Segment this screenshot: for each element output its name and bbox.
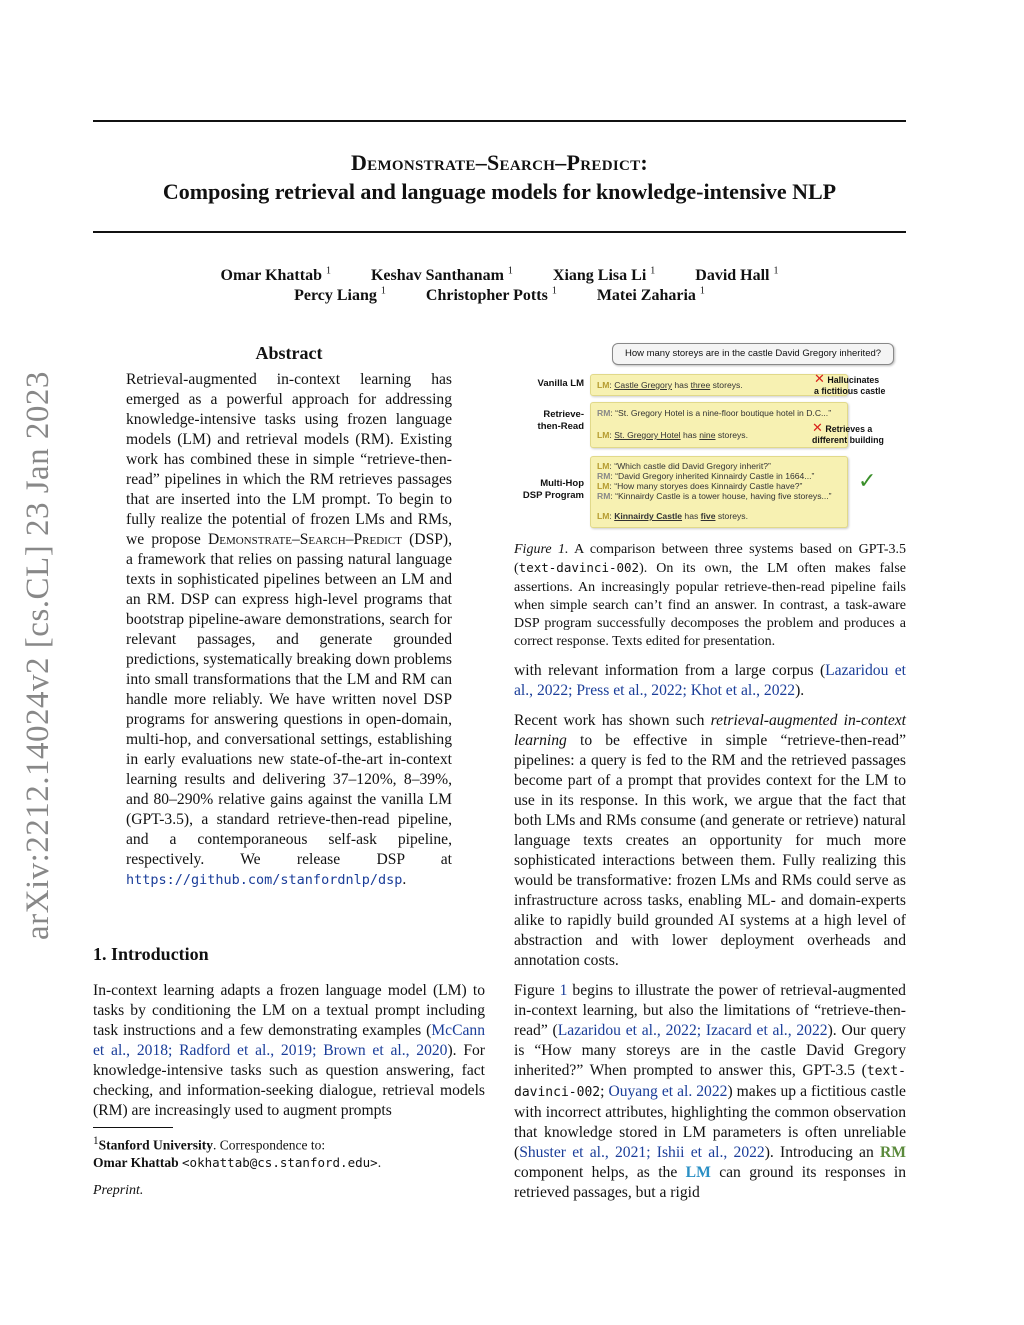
preprint-label: Preprint. xyxy=(93,1183,144,1198)
author: Matei Zaharia $^1$ xyxy=(596,286,705,305)
authors-row-2 xyxy=(93,286,906,305)
figure-1-caption: Figure 1. A comparison between three systems based on GPT-3.5 (text-davinci-002). On its own, the LM often makes false assertions. An increasingly popular retrieve-then-read pipeline fails when simple search can’t find an answer. In contrast, a task-aware DSP program successfully decomposes the problem and produces a correct response. Texts edited for presentation. xyxy=(514,542,906,650)
author: Christopher Potts $^1$ xyxy=(425,286,557,305)
dsp-repo-link[interactable]: https://github.com/stanfordnlp/dsp xyxy=(126,872,403,888)
question-box: How many storeys are in the castle David Gregory inherited? xyxy=(612,343,894,365)
x-icon: ✕ xyxy=(812,420,823,435)
dsp-program-box: LM: “Which castle did David Gregory inherit?” RM: “David Gregory inherited Kinnairdy Castle in 1664...” LM: “How many storyes does Kinnairdy Castle have?” RM: “Kinnairdy Castle is a tower house, having five storeys...” LM: Kinnairdy Castle has five storeys. xyxy=(590,456,848,528)
abstract-body: Retrieval-augmented in-context learning has emerged as a powerful approach for addressing knowledge-intensive tasks using frozen language models (LM) and retrieval models (RM). Existing work has combined these in simple “retrieve-then-read” pipelines in which the RM retrieves passages that are inserted into the LM prompt. To begin to fully realize the potential of frozen LMs and RMs, we propose Demonstrate–Search–Predict (DSP), a framework that relies on passing natural language texts in sophisticated pipelines between an LM and an RM. DSP can express high-level programs that bootstrap pipeline-aware demonstrations, search for relevant passages, and generate grounded predictions, systematically breaking down problems into small transformations that the LM and RM can handle more reliably. We have written novel DSP programs for answering questions in open-domain, multi-hop, and conversational settings, establishing in early evaluations new state-of-the-art in-context learning results and delivering 37–120%, 8–39%, and 80–290% relative gains against the vanilla LM (GPT-3.5), a standard retrieve-then-read pipeline, and a contemporaneous self-ask pipeline, respectively. We release DSP at https://github.com/stanfordnlp/dsp. xyxy=(126,371,452,888)
intro-paragraph: In-context learning adapts a frozen language model (LM) to tasks by conditioning the LM on a textual prompt including task instructions and a few demonstrating examples (McCann et al., 2018; Radford et al., 2019; Brown et al., 2020). For knowledge-intensive tasks such as question answering, fact checking, and information-seeking dialogue, retrieval models (RM) are increasingly used to augment prompts xyxy=(93,982,485,1119)
citation-link[interactable]: Lazaridou et al., 2022; Izacard et al., 2022 xyxy=(557,1022,828,1039)
arxiv-stamp: arXiv:2212.14024v2 [cs.CL] 23 Jan 2023 xyxy=(20,371,56,940)
figure-ref-link[interactable]: 1 xyxy=(559,982,568,999)
abstract-heading: Abstract xyxy=(255,343,323,363)
footnote: $^1$Stanford University. Correspondence to: Omar Khattab <okhattab@cs.stanford.edu>. xyxy=(93,1135,382,1170)
section-heading-introduction: 1. Introduction xyxy=(93,944,209,964)
label-vanilla-lm: Vanilla LM xyxy=(537,378,584,389)
title-bottom-rule xyxy=(93,231,906,233)
label-retrieve-then-read: Retrieve- then-Read xyxy=(537,409,584,432)
x-icon: ✕ xyxy=(814,371,825,386)
check-icon: ✓ xyxy=(858,468,877,493)
title-top-rule xyxy=(93,120,906,122)
author: David Hall $^1$ xyxy=(695,266,779,285)
citation-link[interactable]: Ouyang et al. 2022 xyxy=(608,1083,728,1100)
vanilla-lm-box: LM: Castle Gregory has three storeys. xyxy=(590,374,848,396)
paper-title-line1: Demonstrate–Search–Predict: xyxy=(350,150,649,175)
right-paragraph-3: Figure 1 begins to illustrate the power of retrieval-augmented in-context learning, but also the limitations of “retrieve-then-read” (Lazaridou et al., 2022; Izacard et al., 2022). Our query is “How many storeys are in the castle David Gregory inherited?” When prompted to answer this, GPT-3.5 (text-davinci-002; Ouyang et al. 2022) makes up a fictitious castle with incorrect attributes, highlighting the common observation that knowledge stored in LM parameters is often unreliable (Shuster et al., 2021; Ishii et al., 2022). Introducing an RM component helps, as the LM can ground its responses in retrieved passages, but a rigid xyxy=(514,982,907,1201)
authors-row-1 xyxy=(93,266,906,285)
author: Percy Liang $^1$ xyxy=(294,286,386,305)
paper-title-line2: Composing retrieval and language models for knowledge-intensive NLP xyxy=(162,179,837,204)
citation-link[interactable]: Lazaridou et al., 2022; Press et al., 2022; Khot et al., 2022 xyxy=(514,662,907,699)
right-paragraph-1: with relevant information from a large corpus (Lazaridou et al., 2022; Press et al., 2022; Khot et al., 2022). xyxy=(514,662,907,699)
verdict-retrieve-then-read: ✕ Retrieves a different building xyxy=(812,420,884,445)
retrieve-then-read-box: RM: “St. Gregory Hotel is a nine-floor boutique hotel in D.C...” LM: St. Gregory Hotel has nine storeys. xyxy=(590,402,848,448)
footnote-rule xyxy=(93,1127,173,1128)
right-paragraph-2: Recent work has shown such retrieval-augmented in-context learning to be effective in simple “retrieve-then-read” pipelines: a query is fed to the RM and the retrieved passages become part of a prompt that provides context for the LM to use in its response. In this work, we argue that the fact that both LMs and RMs consume (and generate or retrieve) natural language texts creates an opportunity for much more sophisticated interactions between them. Fully realizing this would be transformative: frozen LMs and RMs could serve as infrastructure across tasks, enabling ML- and domain-experts alike to rapidly build grounded AI systems at a high level of abstraction and with lower deployment overheads and annotation costs. xyxy=(514,712,906,969)
author: Omar Khattab $^1$ xyxy=(220,266,331,285)
label-multihop-dsp: Multi-Hop DSP Program xyxy=(522,478,584,501)
verdict-vanilla: ✕ Hallucinates a fictitious castle xyxy=(814,371,886,396)
figure-1 xyxy=(514,340,906,540)
citation-link[interactable]: McCann et al., 2018; Radford et al., 2019; Brown et al., 2020 xyxy=(93,1022,485,1059)
author: Keshav Santhanam $^1$ xyxy=(370,266,513,285)
author: Xiang Lisa Li $^1$ xyxy=(552,266,656,285)
dsp-name: Demonstrate–Search–Predict xyxy=(207,531,402,548)
citation-link[interactable]: Shuster et al., 2021; Ishii et al., 2022 xyxy=(519,1144,765,1161)
